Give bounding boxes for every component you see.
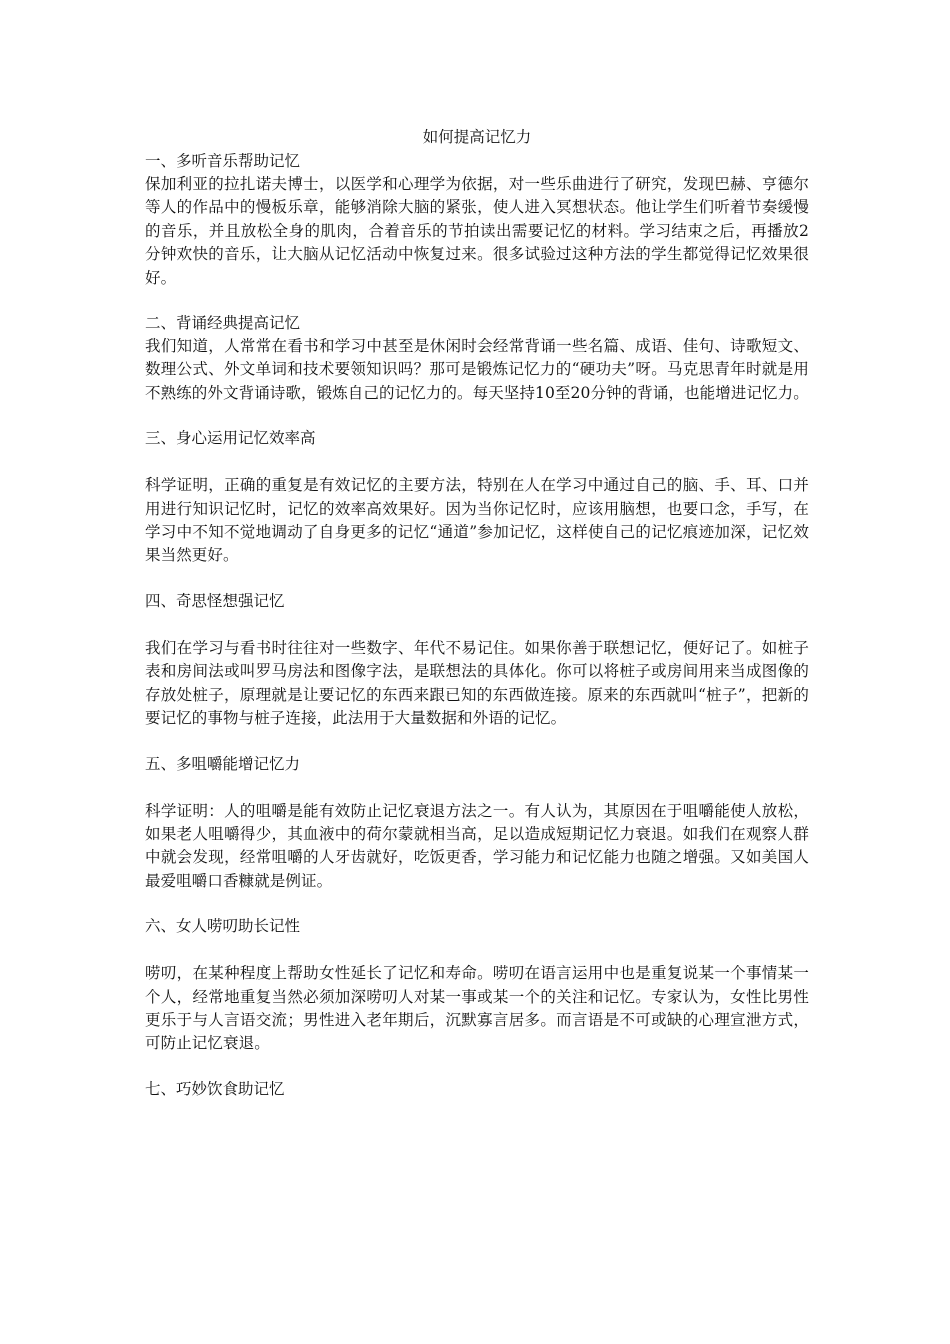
spacer	[145, 613, 809, 637]
section-7-heading: 七、巧妙饮食助记忆	[145, 1079, 285, 1098]
spacer	[145, 405, 809, 427]
document-page	[145, 124, 809, 1101]
section-4-body: 我们在学习与看书时往往对一些数字、年代不易记住。如果你善于联想记忆，便好记了。如桩子表和房间法或叫罗马房法和图像字法，是联想法的具体化。你可以将桩子或房间用来当成图像的存放处桩子，原理就是让要记忆的东西来跟已知的东西做连接。原来的东西就叫“桩子”，把新的要记忆的事物与桩子连接，此法用于大量数据和外语的记忆。	[145, 638, 809, 728]
spacer	[145, 1056, 809, 1078]
spacer	[145, 731, 809, 753]
spacer	[145, 893, 809, 915]
section-3-body: 科学证明，正确的重复是有效记忆的主要方法，特别在人在学习中通过自己的脑、手、耳、口并用进行知识记忆时，记忆的效率高效果好。因为当你记忆时，应该用脑想，也要口念，手写，在学习中不知不觉地调动了自身更多的记忆“通道”参加记忆，这样使自己的记忆痕迹加深，记忆效果当然更好。	[145, 476, 809, 565]
section-2-body: 我们知道，人常常在看书和学习中甚至是休闲时会经常背诵一些名篇、成语、佳句、诗歌短文、数理公式、外文单词和技术要领知识吗？那可是锻炼记忆力的“硬功夫”呀。马克思青年时就是用不熟练的外文背诵诗歌，锻炼自己的记忆力的。每天坚持10至20分钟的背诵，也能增进记忆力。	[145, 337, 809, 402]
spacer	[145, 290, 809, 312]
section-1-body: 保加利亚的拉扎诺夫博士，以医学和心理学为依据，对一些乐曲进行了研究，发现巴赫、亨德尔等人的作品中的慢板乐章，能够消除大脑的紧张，使人进入冥想状态。他让学生们听着节奏缓慢的音乐，并且放松全身的肌肉，合着音乐的节拍读出需要记忆的材料。学习结束之后，再播放2分钟欢快的音乐，让大脑从记忆活动中恢复过来。很多试验过这种方法的学生都觉得记忆效果很好。	[145, 175, 809, 287]
section-1-heading: 一、多听音乐帮助记忆	[145, 152, 301, 170]
section-6-body: 唠叨，在某种程度上帮助女性延长了记忆和寿命。唠叨在语言运用中也是重复说某一个事情某一个人，经常地重复当然必须加深唠叨人对某一事或某一个的关注和记忆。专家认为，女性比男性更乐于与人言语交流；男性进入老年期后，沉默寡言居多。而言语是不可或缺的心理宣泄方式，可防止记忆衰退。	[145, 964, 809, 1053]
spacer	[145, 776, 809, 800]
section-4-heading: 四、奇思怪想强记忆	[145, 591, 285, 610]
section-5-body: 科学证明：人的咀嚼是能有效防止记忆衰退方法之一。有人认为，其原因在于咀嚼能使人放松，如果老人咀嚼得少，其血液中的荷尔蒙就相当高，足以造成短期记忆力衰退。如我们在观察人群中就会发现，经常咀嚼的人牙齿就好，吃饭更香，学习能力和记忆能力也随之增强。又如美国人最爱咀嚼口香糠就是例证。	[145, 801, 809, 890]
section-5-heading: 五、多咀嚼能增记忆力	[145, 754, 301, 773]
document-title: 如何提高记忆力	[422, 128, 532, 146]
section-2-heading: 二、背诵经典提高记忆	[145, 314, 301, 333]
section-6-heading: 六、女人唠叨助长记性	[145, 917, 301, 936]
section-3-heading: 三、身心运用记忆效率高	[145, 429, 316, 448]
spacer	[145, 568, 809, 590]
spacer	[145, 938, 809, 962]
spacer	[145, 450, 809, 474]
